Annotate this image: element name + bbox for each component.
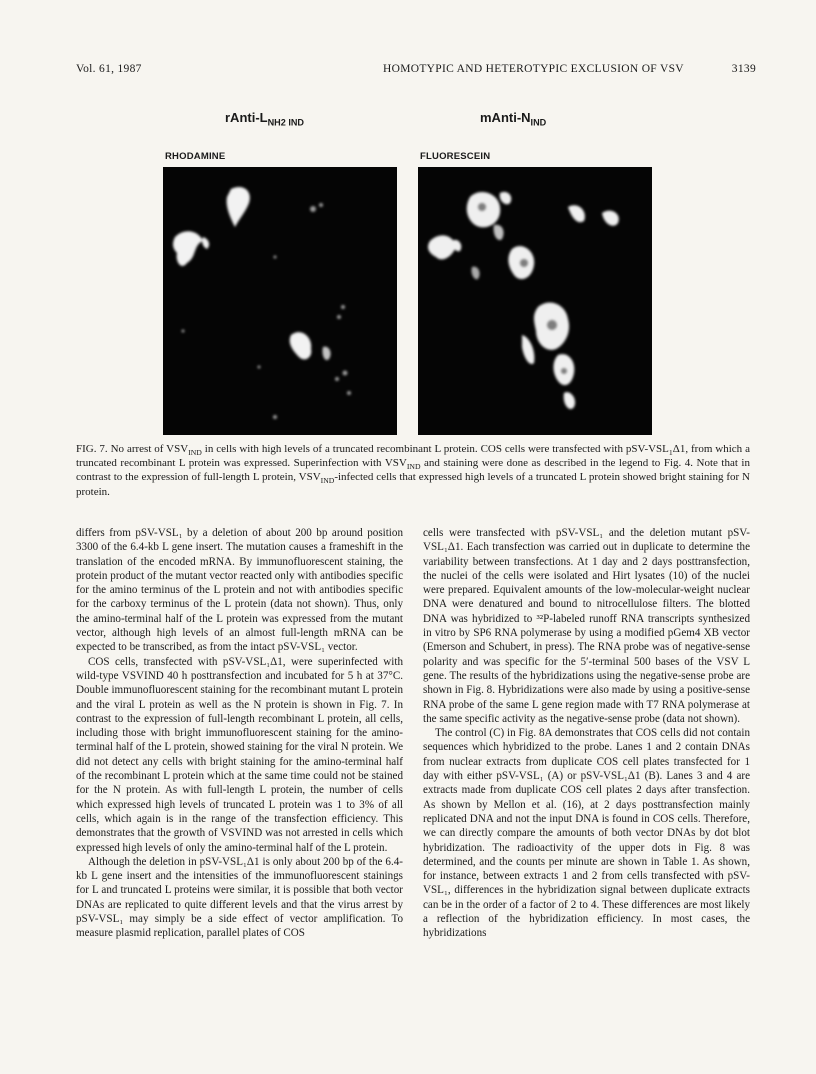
figure-label: FIG. 7.: [76, 443, 108, 455]
left-panel-heading: rAnti-$L_{NH2 IND}$: [225, 110, 304, 128]
running-title: HOMOTYPIC AND HETEROTYPIC EXCLUSION OF VSV: [383, 63, 684, 75]
right-column: [423, 526, 750, 941]
paragraph: differs from pSV-VSL₁ by a deletion of about 200 bp around position 3300 of the 6.4-kb L gene insert. The mutation causes a frameshift in the translation of the encoded mRNA. By immunofluorescent staining, the protein product of the mutant vector reacted only with antibodies specific for the amino terminus of the L protein and not with antibodies specific for the carboxy terminus of the L protein (data not shown). Thus, only the amino-terminal half of the L protein was expressed from the mutant vector, although high levels of an almost full-length mRNA can be expected to be transcribed, as from the intact pSV-VSL₁ vector.: [76, 527, 403, 654]
fluorescein-label: FLUORESCEIN: [420, 151, 491, 162]
rhodamine-micrograph: [163, 167, 397, 435]
paragraph: COS cells, transfected with pSV-VSL₁Δ1, were superinfected with wild-type VSVIND 40 h posttransfection and incubated for 5 h at 37°C. Double immunofluorescent staining for the recombinant mutant L protein and the viral L protein as well as the N protein is shown in Fig. 7. In contrast to the expression of full-length recombinant L protein, all cells, including those with bright immunofluorescent staining for the amino-terminal half of the L protein, showed staining for the viral N protein. We did not detect any cells with bright staining for the amino-terminal half of the recombinant L protein which at the same time could not be stained for the N protein. As with full-length L protein, the number of cells which expressed high levels of truncated L protein was 1 to 3% of all cells, which again is in the range of the transfection efficiency. This demonstrates that the growth of VSVIND was not arrested in cells which expressed high levels of only the amino-terminal half of the L protein.: [76, 655, 403, 854]
left-column: [76, 526, 403, 941]
body-text: [76, 526, 750, 1046]
rhodamine-label: RHODAMINE: [165, 151, 226, 162]
figure-caption: FIG. 7. No arrest of $VSV_{IND}$ in cells with high levels of a truncated recombinant L protein. COS cells were transfected with pSV-$VSL_1\Delta 1$, from which a truncated recombinant L protein was expressed. Superinfection with $VSV_{IND}$ and staining were done as described in the legend to Fig. 4. Note that in contrast to the expression of full-length L protein, $VSV_{IND}$-infected cells that expressed high levels of a truncated L protein showed bright staining for N protein.: [76, 443, 751, 498]
page-number: 3139: [731, 63, 756, 75]
running-head: [76, 63, 756, 81]
fluorescein-micrograph: [418, 167, 652, 435]
right-panel-heading: mAnti-$N_{IND}$: [480, 110, 547, 128]
paragraph: Although the deletion in pSV-VSL₁Δ1 is only about 200 bp of the 6.4-kb L gene insert and the intensities of the immunofluorescent stainings for L and truncated L proteins were similar, it is possible that both vector DNAs are replicated to quite different levels and that the virus arrest by pSV-VSL₁ may simply be a side effect of vector amplification. To measure plasmid replication, parallel plates of COS: [76, 855, 403, 940]
paragraph: The control (C) in Fig. 8A demonstrates that COS cells did not contain sequences which hybridized to the probe. Lanes 1 and 2 contain DNAs from nuclear extracts from duplicate COS cell plates transfected for 1 day with either pSV-VSL₁ (A) or pSV-VSL₁Δ1 (B). Lanes 3 and 4 are extracts made from duplicate COS cell plates 2 days after transfection. As shown by Mellon et al. (16), at 2 days posttransfection mainly replicated DNA and not the input DNA is found in COS cells. Therefore, we can directly compare the amounts of both vector DNAs by dot blot hybridization. The radioactivity of the upper dots in Fig. 8 was determined, and the counts per minute are shown in Table 1. As shown, for instance, between extracts 1 and 2 from cells transfected with pSV-VSL₁, differences in the hybridization signal between duplicate extracts can be in the order of a factor of 2 to 4. These differences are most likely a reflection of the hybridization efficiency. In most cases, the hybridizations: [423, 727, 750, 940]
paragraph: cells were transfected with pSV-VSL₁ and the deletion mutant pSV-VSL₁Δ1. Each transfection was carried out in duplicate to determine the variability between transfections. At 1 day and 2 days posttransfection, the nuclei of the cells were isolated and Hirt lysates (10) of the nuclei were prepared. Equivalent amounts of the low-molecular-weight nuclear DNA were denatured and bound to nitrocellulose filters. The blotted DNA was hybridized to ³²P-labeled runoff RNA transcripts synthesized in vitro by SP6 RNA polymerase by using a modified pGem4 XB vector (Emerson and Schubert, in press). The RNA probe was of negative-sense polarity and was specific for the 5′-terminal 500 bases of the VSV L gene. The results of the hybridizations using the negative-sense probe are shown in Fig. 8. Hybridizations were also made by using a positive-sense RNA probe of the same L gene region made with T7 RNA polymerase at the same specific activity as the negative-sense probe (data not shown).: [423, 527, 750, 725]
volume-label: Vol. 61, 1987: [76, 63, 142, 75]
